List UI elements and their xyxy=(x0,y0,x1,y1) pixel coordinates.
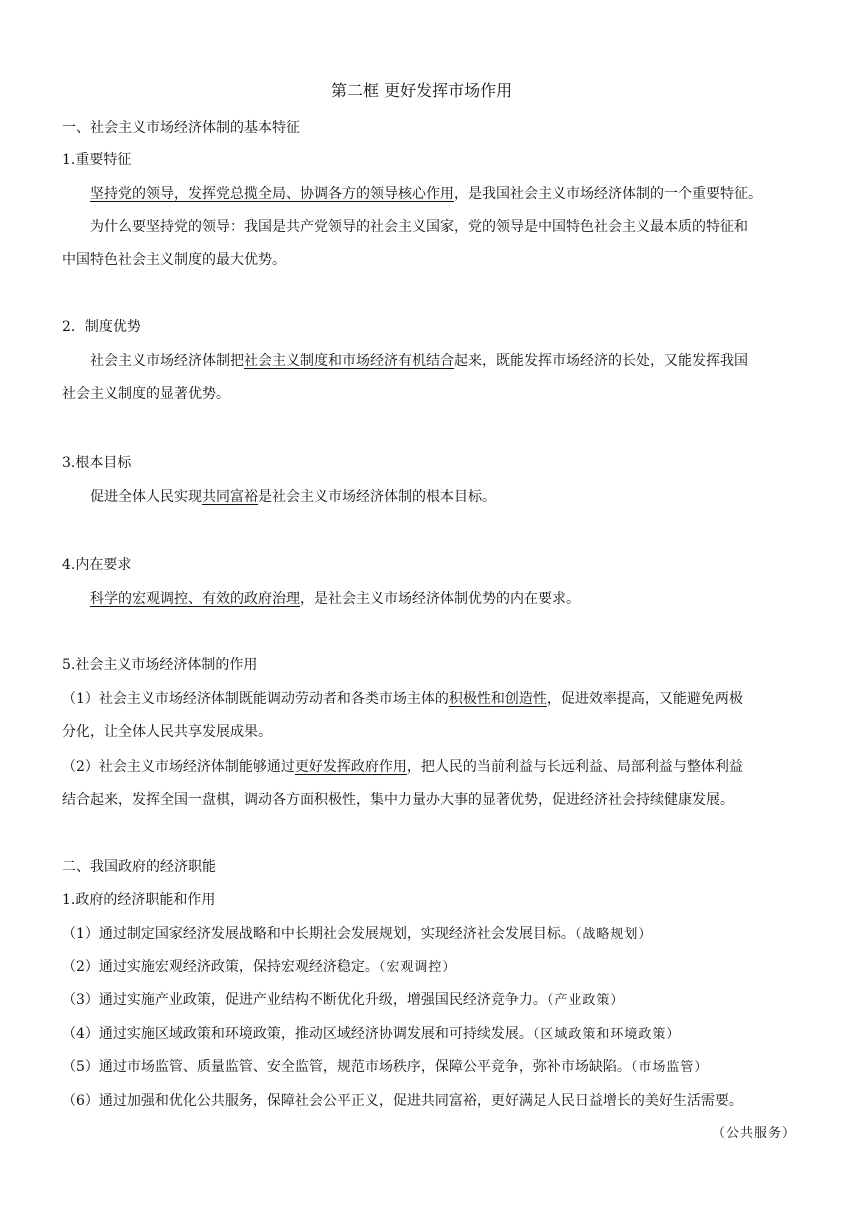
text-span: ，把人民的当前利益与长远利益、局部利益与整体利益 xyxy=(406,759,743,775)
paragraph-line xyxy=(90,352,748,370)
list-item-note: （市场监管） xyxy=(630,1060,709,1075)
underlined-key-phrase: 科学的宏观调控、有效的政府治理 xyxy=(90,591,300,607)
paragraph-line: 社会主义制度的显著优势。 xyxy=(62,386,230,402)
list-item-line xyxy=(62,690,743,708)
list-item xyxy=(62,991,624,1010)
paragraph-line: 为什么要坚持党的领导：我国是共产党领导的社会主义国家，党的领导是中国特色社会主义最本质的特征和 xyxy=(90,219,748,235)
text-span: 是社会主义市场经济体制的根本目标。 xyxy=(258,489,496,505)
list-item-text: （3）通过实施产业政策，促进产业结构不断优化升级，增强国民经济竞争力。 xyxy=(62,992,547,1008)
list-item-line: 结合起来，发挥全国一盘棋，调动各方面积极性，集中力量办大事的显著优势，促进经济社会持续健康发展。 xyxy=(62,792,734,808)
list-item-note: （战略规划） xyxy=(574,927,653,942)
text-span: 促进全体人民实现 xyxy=(90,489,202,505)
underlined-key-phrase: 积极性和创造性 xyxy=(448,691,547,707)
list-item: （6）通过加强和优化公共服务，保障社会公平正义，促进共同富裕，更好满足人民日益增长的美好生活需要。 xyxy=(62,1093,743,1109)
list-item xyxy=(62,925,652,944)
list-item-text: （5）通过市场监管、质量监管、安全监管，规范市场秩序，保障公平竞争，弥补市场缺陷。 xyxy=(62,1059,631,1075)
subheading-inherent-requirement: 4.内在要求 xyxy=(62,557,132,573)
text-span: ，是我国社会主义市场经济体制的一个重要特征。 xyxy=(454,186,762,202)
paragraph-line: 中国特色社会主义制度的最大优势。 xyxy=(62,252,286,268)
list-item-note: （宏观调控） xyxy=(378,960,457,975)
underlined-key-phrase: 社会主义制度和市场经济有机结合 xyxy=(244,353,454,369)
section-heading-2: 二、我国政府的经济职能 xyxy=(62,859,216,875)
text-span: ，促进效率提高，又能避免两极 xyxy=(546,691,743,707)
text-span: （2）社会主义市场经济体制能够通过 xyxy=(62,759,295,775)
text-span: 社会主义市场经济体制把 xyxy=(90,353,244,369)
subheading-important-feature: 1.重要特征 xyxy=(62,152,132,168)
list-item-note: （区域政策和环境政策） xyxy=(532,1027,681,1042)
list-item-text: （2）通过实施宏观经济政策，保持宏观经济稳定。 xyxy=(62,959,379,975)
text-span: （1）社会主义市场经济体制既能调动劳动者和各类市场主体的 xyxy=(62,691,449,707)
list-item-text: （4）通过实施区域政策和环境政策，推动区域经济协调发展和可持续发展。 xyxy=(62,1026,533,1042)
paragraph-line xyxy=(90,488,496,506)
underlined-key-phrase: 共同富裕 xyxy=(202,489,258,505)
list-item xyxy=(62,1025,680,1044)
underlined-key-phrase: 坚持党的领导，发挥党总揽全局、协调各方的领导核心作用 xyxy=(90,186,454,202)
page-title: 第二框 更好发挥市场作用 xyxy=(331,81,513,100)
subheading-system-advantage: 2．制度优势 xyxy=(62,319,141,335)
list-item xyxy=(62,1058,708,1077)
section-heading-1: 一、社会主义市场经济体制的基本特征 xyxy=(62,120,300,136)
subheading-fundamental-goal: 3.根本目标 xyxy=(62,455,132,471)
list-item xyxy=(62,958,456,977)
underlined-key-phrase: 更好发挥政府作用 xyxy=(294,759,407,775)
list-item-note: （公共服务） xyxy=(712,1126,797,1141)
paragraph-line xyxy=(90,185,762,203)
text-span: 起来，既能发挥市场经济的长处，又能发挥我国 xyxy=(454,353,748,369)
text-span: ，是社会主义市场经济体制优势的内在要求。 xyxy=(300,591,580,607)
list-item-text: （1）通过制定国家经济发展战略和中长期社会发展规划，实现经济社会发展目标。 xyxy=(62,926,575,942)
list-item-line: 分化，让全体人民共享发展成果。 xyxy=(62,724,272,740)
subheading-role: 5.社会主义市场经济体制的作用 xyxy=(62,657,258,673)
subheading-government-functions: 1.政府的经济职能和作用 xyxy=(62,892,216,908)
paragraph-line xyxy=(90,590,580,608)
list-item-note: （产业政策） xyxy=(546,993,625,1008)
list-item-line xyxy=(62,758,743,776)
